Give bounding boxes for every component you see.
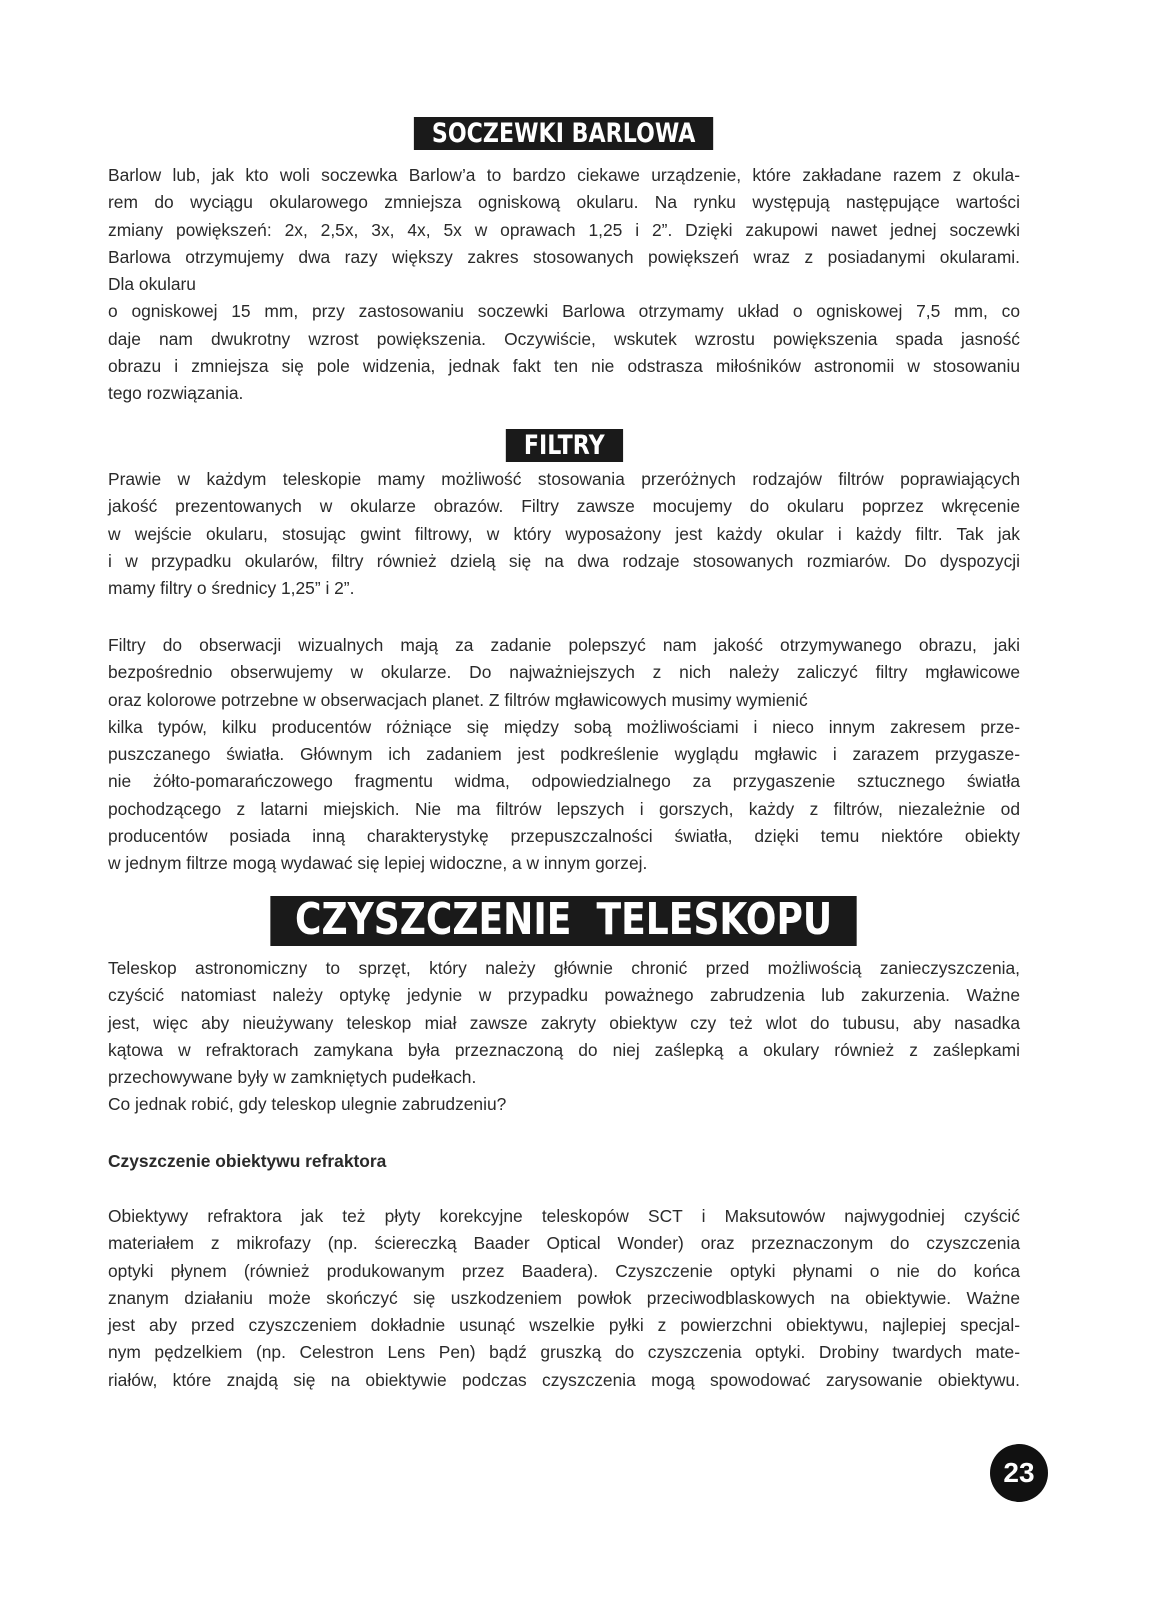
text-line: materiałem z mikrofazy (np. ściereczką Baader Optical Wonder) oraz przeznaczonym do czyszczenia (108, 1233, 1020, 1254)
text-line: puszczanego światła. Głównym ich zadaniem jest podkreślenie wyglądu mgławic i zarazem przygasze- (108, 744, 1020, 765)
text-line: tego rozwiązania. (108, 383, 244, 404)
text-line: Barlowa otrzymujemy dwa razy większy zakres stosowanych powiększeń wraz z posiadanymi okularami. (108, 246, 1020, 267)
text-line: w jednym filtrze mogą wydawać się lepiej widoczne, a w innym gorzej. (108, 853, 648, 874)
text-line: riałów, które znajdą się na obiektywie podczas czyszczenia mogą spowodować zarysowanie obiektywu. (108, 1369, 1020, 1390)
section-heading-wrap (108, 429, 1020, 462)
text-line: Teleskop astronomiczny to sprzęt, który należy głównie chronić przed możliwością zanieczyszczenia, (108, 958, 1020, 978)
text-line: optyki płynem (również produkowanym przez Baadera). Czyszczenie optyki płynami o nie do końca (108, 1260, 1020, 1281)
text-line: bezpośrednio obserwujemy w okularze. Do najważniejszych z nich należy zaliczyć filtry mgławicowe (108, 662, 1020, 683)
text-line: mamy filtry o średnicy 1,25” i 2”. (108, 578, 355, 599)
section-heading-wrap (108, 896, 1020, 946)
text-line: w wejście okularu, stosując gwint filtrowy, w który wyposażony jest każdy okular i każdy filtr. Tak jak (108, 523, 1020, 544)
text-line: znanym działaniu może skończyć się uszkodzeniem powłok przeciwodblaskowych na obiektywie. Ważne (108, 1287, 1020, 1308)
text-line: Filtry do obserwacji wizualnych mają za zadanie polepszyć nam jakość otrzymywanego obrazu, jaki (108, 635, 1020, 655)
paragraph-czyszczenie-2 (108, 1203, 1020, 1394)
text-line: czyścić natomiast należy optykę jedynie w przypadku poważnego zabrudzenia lub zakurzenia. Ważne (108, 985, 1020, 1006)
text-line: Barlow lub, jak kto woli soczewka Barlow’a to bardzo ciekawe urządzenie, które zakładane razem z okula- (108, 165, 1020, 185)
text-line: producentów posiada inną charakterystykę przepuszczalności światła, dzięki temu niektóre obiekty (108, 826, 1020, 847)
text-line: kątowa w refraktorach zamykana była przeznaczoną do niej zaślepką a okulary również z zaślepkami (108, 1039, 1020, 1060)
text-line: nym pędzelkiem (np. Celestron Lens Pen) bądź gruszką do czyszczenia optyki. Drobiny twardych mate- (108, 1342, 1020, 1363)
paragraph-czyszczenie-1 (108, 955, 1020, 1119)
text-line: Co jednak robić, gdy teleskop ulegnie zabrudzeniu? (108, 1094, 507, 1115)
paragraph-filtry-2 (108, 632, 1020, 878)
heading-czyszczenie-teleskopu: CZYSZCZENIE TELESKOPU (271, 896, 857, 946)
text-line: zmiany powiększeń: 2x, 2,5x, 3x, 4x, 5x w oprawach 1,25 i 2”. Dzięki zakupowi nawet jednej soczewki (108, 219, 1020, 240)
text-line: kilka typów, kilku producentów różniące się między sobą możliwościami i nieco innym zakresem prze- (108, 716, 1020, 737)
text-line: i w przypadku okularów, filtry również dzielą się na dwa rodzaje stosowanych rozmiarów. Do dyspozycji (108, 550, 1020, 571)
text-line: oraz kolorowe potrzebne w obserwacjach planet. Z filtrów mgławicowych musimy wymienić (108, 689, 808, 710)
section-heading-wrap (108, 117, 1020, 150)
text-line: Obiektywy refraktora jak też płyty korekcyjne teleskopów SCT i Maksutowów najwygodniej czyścić (108, 1206, 1020, 1226)
text-line: jakość prezentowanych w okularze obrazów. Filtry zawsze mocujemy do okularu poprzez wkręcenie (108, 496, 1020, 517)
paragraph-filtry-1 (108, 466, 1020, 602)
text-line: daje nam dwukrotny wzrost powiększenia. Oczywiście, wskutek wzrostu powiększenia spada jasność (108, 328, 1020, 349)
text-line: rem do wyciągu okularowego zmniejsza ogniskową okularu. Na rynku występują następujące wartości (108, 192, 1020, 213)
text-line: pochodzącego z latarni miejskich. Nie ma filtrów lepszych i gorszych, każdy z filtrów, niezależnie od (108, 798, 1020, 819)
heading-filtry: FILTRY (506, 429, 623, 462)
heading-soczewki-barlowa: SOCZEWKI BARLOWA (414, 117, 714, 150)
text-line: jest aby przed czyszczeniem dokładnie usunąć wszelkie pyłki z powierzchni obiektywu, najlepiej specjal- (108, 1315, 1020, 1336)
text-line: obrazu i zmniejsza się pole widzenia, jednak fakt ten nie odstrasza miłośników astronomii w stosowaniu (108, 356, 1020, 377)
page-number-badge: 23 (990, 1444, 1048, 1502)
text-line: jest, więc aby nieużywany teleskop miał zawsze zakryty obiektyw czy też wlot do tubusu, aby nasadka (108, 1012, 1020, 1033)
text-line: o ogniskowej 15 mm, przy zastosowaniu soczewki Barlowa otrzymamy układ o ogniskowej 7,5 mm, co (108, 301, 1020, 322)
subheading-czyszczenie-obiektywu: Czyszczenie obiektywu refraktora (108, 1151, 387, 1171)
text-line: Dla okularu (108, 274, 196, 295)
text-line: Prawie w każdym teleskopie mamy możliwość stosowania przeróżnych rodzajów filtrów poprawiających (108, 469, 1020, 489)
text-line: przechowywane były w zamkniętych pudełkach. (108, 1067, 477, 1088)
paragraph-barlow (108, 162, 1020, 408)
text-line: nie żółto-pomarańczowego fragmentu widma, odpowiedzialnego za przygaszenie sztucznego światła (108, 771, 1020, 792)
